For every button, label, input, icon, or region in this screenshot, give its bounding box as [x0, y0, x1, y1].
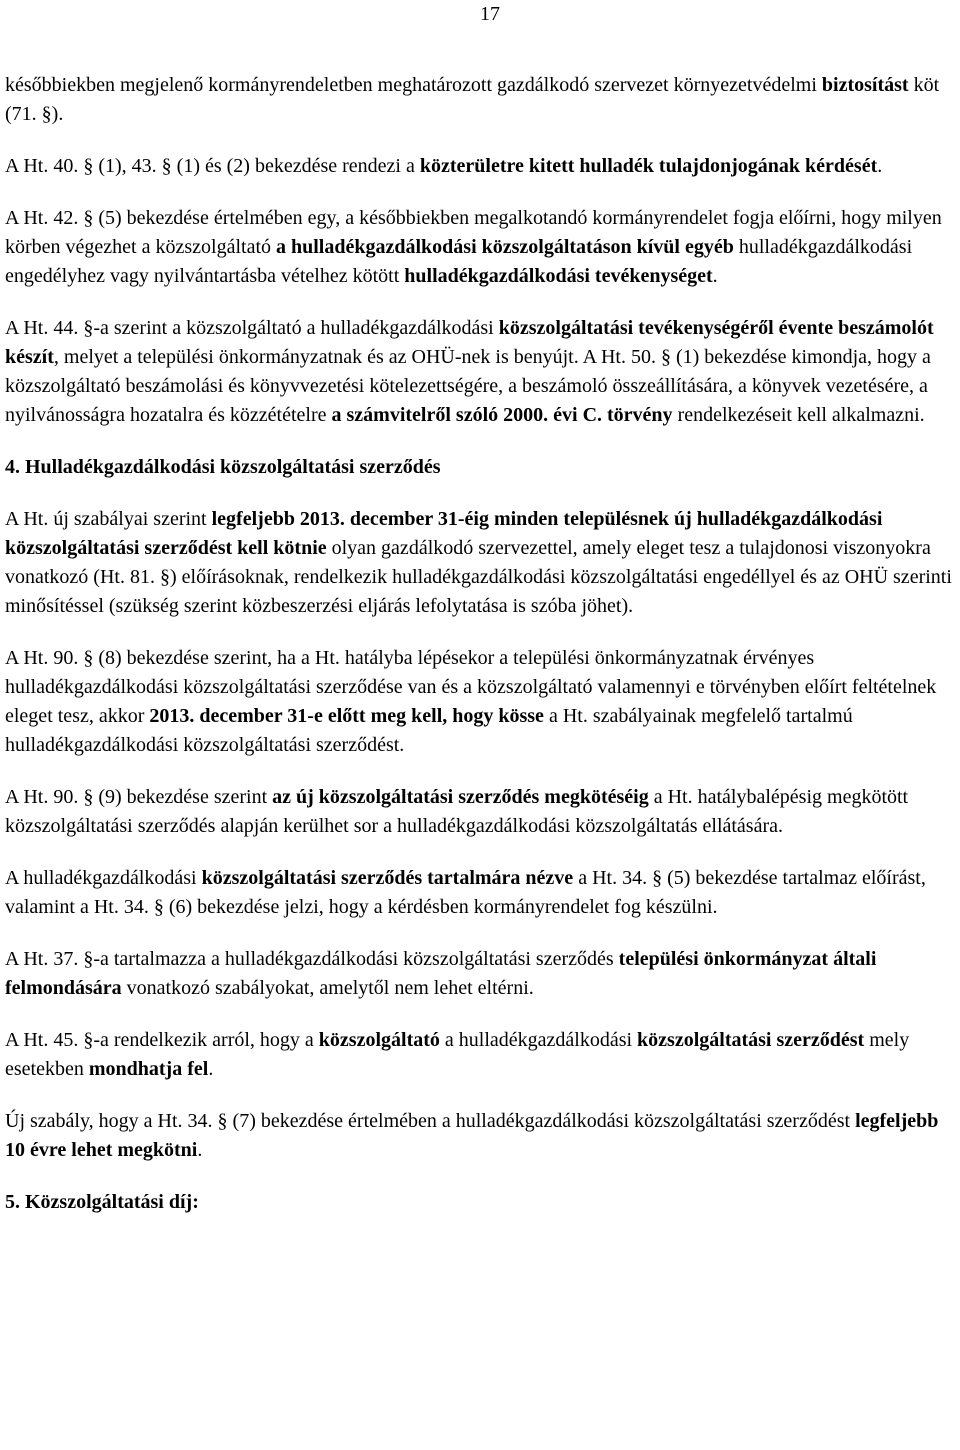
text-run: vonatkozó szabályokat, amelytől nem lehet eltérni. [121, 977, 534, 999]
text-run: köt (71. §). [5, 74, 940, 125]
bold-text: hulladékgazdálkodási tevékenységet [404, 265, 713, 287]
heading-contract: 4. Hulladékgazdálkodási közszolgáltatási szerződés [5, 456, 441, 478]
paragraph [5, 204, 955, 291]
heading-fee: 5. Közszolgáltatási díj: [5, 1191, 199, 1213]
paragraph [5, 1026, 955, 1084]
section-contract [5, 505, 955, 1165]
text-run: . [208, 1058, 214, 1080]
text-run: mely esetekben [5, 1029, 910, 1080]
bold-text: az új közszolgáltatási szerződés megkötéséig [272, 786, 649, 808]
section-environmental [5, 71, 955, 430]
bold-text: legfeljebb 10 évre lehet megkötni [5, 1110, 939, 1161]
text-run: Új szabály, hogy a Ht. 34. § (7) bekezdése értelmében a hulladékgazdálkodási közszolgáltatási szerződést [5, 1110, 856, 1132]
paragraph [5, 152, 955, 181]
bold-text: 2013. december 31-e előtt meg kell, hogy kösse [149, 705, 544, 727]
text-run: A Ht. 44. §-a szerint a közszolgáltató a hulladékgazdálkodási [5, 317, 499, 339]
paragraph [5, 783, 955, 841]
paragraph [5, 314, 955, 430]
paragraph [5, 945, 955, 1003]
text-run: a Ht. 34. § (5) bekezdése tartalmaz előírást, valamint a Ht. 34. § (6) bekezdése jelzi, hogy a kérdésben kormányrendelet fog készülni. [5, 867, 926, 918]
document-body [5, 71, 955, 1240]
text-run: a Ht. szabályainak megfelelő tartalmú hulladékgazdálkodási közszolgáltatási szerződést. [5, 705, 853, 756]
paragraph [5, 505, 955, 621]
bold-text: közszolgáltatási szerződést [637, 1029, 865, 1051]
bold-text: közszolgáltatási szerződés tartalmára nézve [201, 867, 574, 889]
text-run: a Ht. hatálybalépésig megkötött közszolgáltatási szerződés alapján kerülhet sor a hulladékgazdálkodási közszolgáltatás ellátására. [5, 786, 909, 837]
text-run: A hulladékgazdálkodási [5, 867, 202, 889]
text-run: későbbiekben megjelenő kormányrendeletben meghatározott gazdálkodó szervezet környezetvédelmi [5, 74, 822, 96]
text-run: A Ht. új szabályai szerint [5, 508, 212, 530]
bold-text: települési önkormányzat általi felmondására [5, 948, 877, 999]
text-run: A Ht. 42. § (5) bekezdése értelmében egy, a későbbiekben megalkotandó kormányrendelet fogja előírni, hogy milyen körben végezhet a közszolgáltató [5, 207, 942, 258]
paragraph [5, 1107, 955, 1165]
page-number: 17 [480, 3, 500, 25]
paragraph [5, 71, 955, 129]
bold-text: biztosítást [821, 74, 909, 96]
text-run: A Ht. 37. §-a tartalmazza a hulladékgazdálkodási közszolgáltatási szerződés [5, 948, 619, 970]
bold-text: a hulladékgazdálkodási közszolgáltatáson kívül egyéb [276, 236, 734, 258]
bold-text: közszolgáltatási tevékenységéről évente beszámolót készít [5, 317, 934, 368]
bold-text: közszolgáltató [318, 1029, 440, 1051]
text-run: A Ht. 90. § (9) bekezdése szerint [5, 786, 273, 808]
text-run: hulladékgazdálkodási engedélyhez vagy nyilvántartásba vételhez kötött [5, 236, 913, 287]
text-run: . [197, 1139, 203, 1161]
text-run: A Ht. 90. § (8) bekezdése szerint, ha a Ht. hatályba lépésekor a települési önkormányzatnak érvényes hulladékgazdálkodási közszolgáltatási szerződése van és a közszolgáltató valamennyi e törvényben előírt feltételnek eleget tesz, akkor [5, 647, 937, 727]
bold-text: közterületre kitett hulladék tulajdonjogának kérdését [419, 155, 878, 177]
text-run: olyan gazdálkodó szervezettel, amely eleget tesz a tulajdonosi viszonyokra vonatkozó (Ht. 81. §) előírásoknak, rendelkezik hulladékgazdálkodási közszolgáltatási engedéllyel és az OHÜ szerinti minősítéssel (szükség szerint közbeszerzési eljárás lefolytatása is szóba jöhet). [5, 537, 952, 617]
bold-text: legfeljebb 2013. december 31-éig minden településnek új hulladékgazdálkodási közszolgáltatási szerződést kell kötnie [5, 508, 883, 559]
text-run: A Ht. 40. § (1), 43. § (1) és (2) bekezdése rendezi a [5, 155, 420, 177]
text-run: . [712, 265, 718, 287]
paragraph [5, 644, 955, 760]
paragraph [5, 864, 955, 922]
text-run: , melyet a települési önkormányzatnak és az OHÜ-nek is benyújt. A Ht. 50. § (1) bekezdése kimondja, hogy a közszolgáltató beszámolási és könyvvezetési kötelezettségére, a beszámoló összeállítására, a könyvek vezetésére, a nyilvánosságra hozatalra és közzétételre [5, 346, 931, 426]
text-run: rendelkezéseit kell alkalmazni. [672, 404, 925, 426]
text-run: A Ht. 45. §-a rendelkezik arról, hogy a [5, 1029, 319, 1051]
text-run: a hulladékgazdálkodási [439, 1029, 638, 1051]
bold-text: a számvitelről szóló 2000. évi C. törvény [331, 404, 673, 426]
text-run: . [877, 155, 883, 177]
bold-text: mondhatja fel [88, 1058, 209, 1080]
